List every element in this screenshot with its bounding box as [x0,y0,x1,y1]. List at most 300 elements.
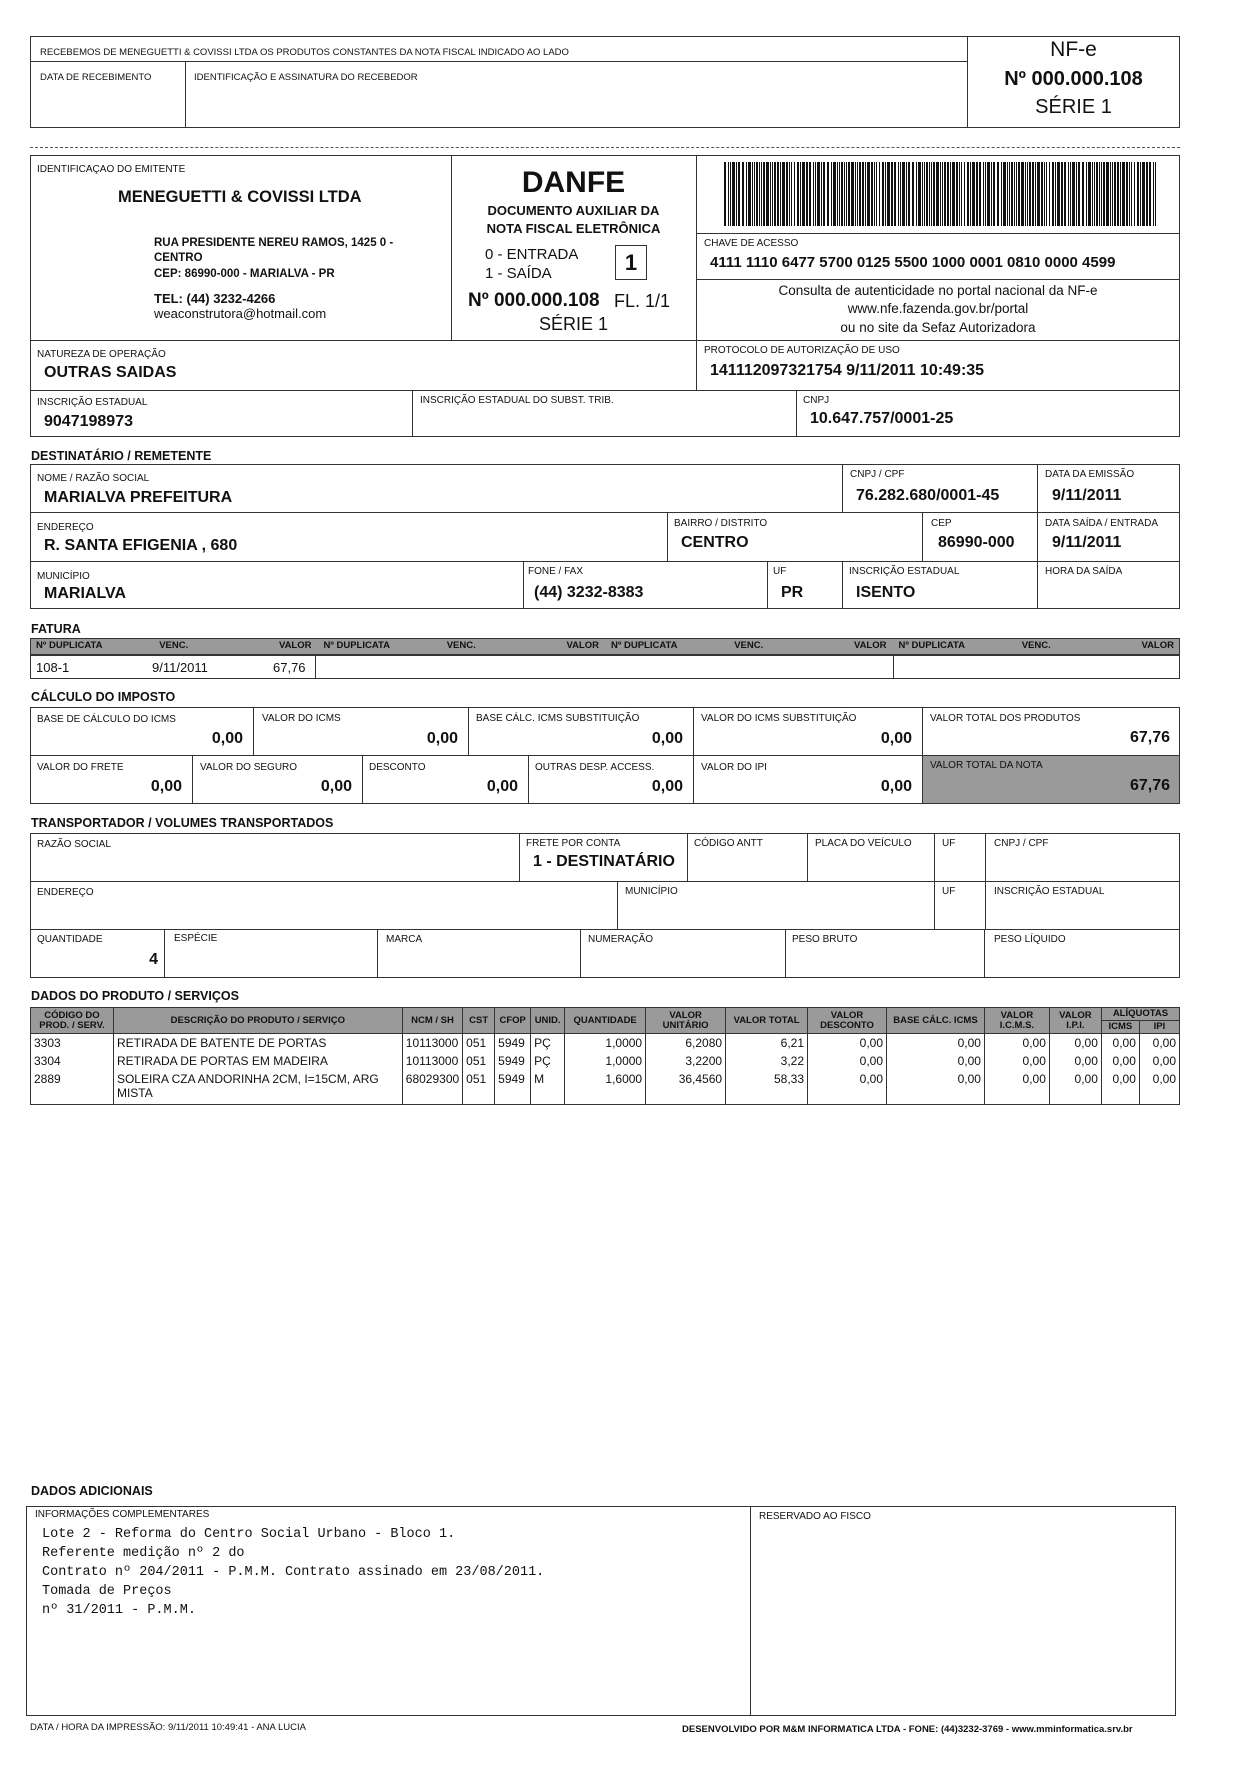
barcode-bar [837,162,838,226]
cell-unid: PÇ [531,1034,565,1053]
fatura-header-cell: VALOR [278,640,312,651]
total-nota-label: VALOR TOTAL DA NOTA [930,760,1043,771]
produtos-section: DADOS DO PRODUTO / SERVIÇOS [31,989,239,1003]
barcode-bar [1134,162,1135,226]
barcode-bar [1068,162,1069,226]
barcode-bar [806,162,808,226]
base-icms: 0,00 [211,730,243,747]
valor-st: 0,00 [880,730,912,747]
barcode-bar [1070,162,1071,226]
barcode-bar [933,162,935,226]
fatura-header-cell: VENC. [734,640,764,651]
receipt-number: Nº 000.000.108 [1004,68,1143,90]
barcode-bar [1057,162,1060,226]
danfe-sub2: NOTA FISCAL ELETRÔNICA [486,221,661,236]
barcode-bar [944,162,946,226]
barcode-bar [839,162,840,226]
barcode-bar [950,162,951,226]
outras: 0,00 [651,778,683,795]
dest-bairro-label: BAIRRO / DISTRITO [674,518,768,529]
cell-desc: 0,00 [808,1052,887,1070]
barcode-bar [1041,162,1043,226]
fatura-dup: 108-1 [36,660,70,675]
cnpj-value: 10.647.757/0001-25 [810,410,954,427]
natureza-value: OUTRAS SAIDAS [44,364,177,381]
cell-total: 58,33 [726,1070,808,1105]
dest-fone: (44) 3232-8383 [534,584,644,601]
barcode-bar [730,162,731,226]
cell-total: 3,22 [726,1052,808,1070]
fatura-header-cell: VALOR [853,640,887,651]
danfe-tipo-box: 1 [615,245,647,280]
barcode-bar [876,162,877,226]
cnpj-label: CNPJ [803,395,830,406]
barcode-bar [1021,162,1024,226]
fatura-header-cell: VENC. [446,640,476,651]
valor-icms: 0,00 [426,730,458,747]
total-nota: 67,76 [1129,777,1170,794]
dest-emissao-label: DATA DA EMISSÃO [1045,469,1135,480]
dest-saida-label: DATA SAÍDA / ENTRADA [1045,518,1158,529]
dest-saida: 9/11/2011 [1052,534,1122,551]
barcode-bar [1076,162,1077,226]
barcode-bar [742,162,744,226]
cell-ncm: 68029300 [402,1070,462,1105]
barcode-bar [916,162,917,226]
barcode-bar [1120,162,1121,226]
fatura-header-cell: Nº DUPLICATA [36,640,103,651]
emitente-addr2: CENTRO [154,252,203,264]
dest-endereco-label: ENDEREÇO [37,522,94,533]
dest-endereco: R. SANTA EFIGENIA , 680 [44,537,238,554]
barcode-bar [794,162,795,226]
barcode-bar [1014,162,1015,226]
produtos-table [30,1007,1180,1105]
barcode-bar [1049,162,1050,226]
barcode [724,162,1159,226]
barcode-bar [774,162,776,226]
col-aliq-icms: ICMS [1101,1021,1139,1034]
info-line: Referente medição nº 2 do [42,1546,245,1561]
cell-unid: M [531,1070,565,1105]
trans-frete-label: FRETE POR CONTA [526,838,621,849]
protocolo-label: PROTOCOLO DE AUTORIZAÇÃO DE USO [704,345,900,356]
barcode-bar [754,162,755,226]
barcode-bar [789,162,790,226]
barcode-bar [770,162,771,226]
barcode-bar [772,162,773,226]
fatura-header-cell: Nº DUPLICATA [898,640,965,651]
seguro-label: VALOR DO SEGURO [200,762,298,773]
imposto-section: CÁLCULO DO IMPOSTO [31,690,176,704]
cell-ncm: 10113000 [402,1034,462,1053]
barcode-bar [833,162,836,226]
barcode-bar [961,162,962,226]
danfe-serie: SÉRIE 1 [538,314,609,334]
barcode-bar [929,162,930,226]
barcode-bar [1103,162,1105,226]
dest-municipio: MARIALVA [44,585,127,602]
chave-label: CHAVE DE ACESSO [704,238,799,249]
cell-total: 6,21 [726,1034,808,1053]
barcode-bar [821,162,822,226]
barcode-bar [924,162,925,226]
col-total: VALOR TOTAL [726,1008,808,1034]
outras-label: OUTRAS DESP. ACCESS. [535,762,655,773]
barcode-bar [1101,162,1102,226]
dest-ie-label: INSCRIÇÃO ESTADUAL [849,566,960,577]
barcode-bar [756,162,758,226]
transporte-section: TRANSPORTADOR / VOLUMES TRANSPORTADOS [31,816,334,830]
col-vicms: VALOR I.C.M.S. [984,1008,1049,1034]
trans-especie-label: ESPÉCIE [174,933,218,944]
barcode-bar [738,162,740,226]
barcode-bar [983,162,984,226]
frete: 0,00 [150,778,182,795]
fatura-venc: 9/11/2011 [152,660,208,675]
receipt-sign-label: IDENTIFICAÇÃO E ASSINATURA DO RECEBEDOR [194,72,418,83]
emitente-name: MENEGUETTI & COVISSI LTDA [118,188,362,206]
barcode-bar [1078,162,1080,226]
barcode-bar [874,162,875,226]
barcode-bar [1025,162,1026,226]
barcode-bar [959,162,960,226]
cell-aicms: 0,00 [1101,1052,1139,1070]
fatura-header-cell: Nº DUPLICATA [611,640,678,651]
cell-qtd: 1,6000 [565,1070,646,1105]
barcode-bar [724,162,726,226]
fatura-header-cell: Nº DUPLICATA [323,640,390,651]
dest-bairro: CENTRO [681,534,749,551]
emitente-addr1: RUA PRESIDENTE NEREU RAMOS, 1425 0 - [154,237,394,249]
destinatario-section: DESTINATÁRIO / REMETENTE [31,449,212,463]
cell-vicms: 0,00 [984,1070,1049,1105]
table-row [31,1070,1180,1105]
valor-icms-label: VALOR DO ICMS [262,713,341,724]
trans-cnpj-label: CNPJ / CPF [994,838,1049,849]
barcode-bar [791,162,792,226]
fatura-header-cell: VALOR [1141,640,1174,651]
receipt-nfe: NF-e [1050,38,1097,61]
barcode-bar [912,162,914,226]
cell-base: 0,00 [887,1034,985,1053]
col-desconto: VALOR DESCONTO [808,1008,887,1034]
barcode-bar [1035,162,1036,226]
barcode-bar [931,162,932,226]
barcode-bar [1146,162,1148,226]
barcode-bar [848,162,850,226]
trans-uf-label: UF [942,838,956,849]
dest-emissao: 9/11/2011 [1052,487,1122,504]
base-icms-label: BASE DE CÁLCULO DO ICMS [37,714,176,725]
cell-base: 0,00 [887,1052,985,1070]
ie-st-label: INSCRIÇÃO ESTADUAL DO SUBST. TRIB. [420,395,614,406]
barcode-bar [1126,162,1128,226]
barcode-bar [894,162,896,226]
cell-descricao: SOLEIRA CZA ANDORINHA 2CM, I=15CM, ARG MISTA [113,1070,402,1105]
barcode-bar [823,162,825,226]
barcode-bar [887,162,890,226]
barcode-bar [956,162,958,226]
barcode-bar [1086,162,1087,226]
trans-qtd-label: QUANTIDADE [37,934,103,945]
col-qtd: QUANTIDADE [565,1008,646,1034]
dest-uf-label: UF [773,566,787,577]
barcode-bar [991,162,992,226]
dest-cnpj: 76.282.680/0001-45 [856,487,1000,504]
barcode-bar [1117,162,1119,226]
footer-impressao: DATA / HORA DA IMPRESSÃO: 9/11/2011 10:49:41 - ANA LUCIA [30,1722,306,1733]
fatura-header-cell: VALOR [566,640,599,651]
ipi-label: VALOR DO IPI [701,762,767,773]
barcode-bar [862,162,864,226]
barcode-bar [797,162,799,226]
barcode-bar [972,162,975,226]
barcode-bar [844,162,845,226]
emitente-cep: CEP: 86990-000 - MARIALVA - PR [154,268,335,280]
barcode-bar [809,162,811,226]
barcode-bar [1032,162,1034,226]
barcode-bar [1072,162,1075,226]
barcode-bar [1096,162,1098,226]
barcode-bar [1007,162,1008,226]
trans-municipio-label: MUNICÍPIO [625,886,678,897]
fisco-label: RESERVADO AO FISCO [759,1511,871,1522]
col-aliquotas: ALÍQUOTAS [1101,1008,1179,1021]
barcode-bar [1046,162,1047,226]
valor-st-label: VALOR DO ICMS SUBSTITUIÇÃO [701,713,857,724]
barcode-bar [987,162,990,226]
cell-cst: 051 [463,1070,495,1105]
trans-liquido-label: PESO LÍQUIDO [994,934,1066,945]
consulta-line2: www.nfe.fazenda.gov.br/portal [847,301,1029,316]
info-text [42,1525,544,1620]
cell-unit: 36,4560 [646,1070,726,1105]
barcode-bar [851,162,854,226]
cell-codigo: 3303 [31,1034,114,1053]
barcode-bar [817,162,820,226]
ipi: 0,00 [880,778,912,795]
info-line: nº 31/2011 - P.M.M. [42,1603,196,1618]
cell-base: 0,00 [887,1070,985,1105]
cell-aipi: 0,00 [1139,1070,1179,1105]
fatura-valor: 67,76 [273,660,306,675]
col-vipi: VALOR I.P.I. [1049,1008,1101,1034]
cell-vipi: 0,00 [1049,1052,1101,1070]
fatura-header-cell: VENC. [1021,640,1051,651]
barcode-bar [952,162,955,226]
cell-cfop: 5949 [495,1070,531,1105]
trans-antt-label: CÓDIGO ANTT [694,838,763,849]
cut-line [30,147,1180,148]
consulta-line3: ou no site da Sefaz Autorizadora [840,320,1036,335]
barcode-bar [1137,162,1139,226]
barcode-bar [1094,162,1095,226]
cell-vipi: 0,00 [1049,1070,1101,1105]
barcode-bar [871,162,873,226]
barcode-bar [732,162,735,226]
barcode-bar [979,162,981,226]
frete-label: VALOR DO FRETE [37,762,124,773]
cell-cfop: 5949 [495,1034,531,1053]
trans-bruto-label: PESO BRUTO [792,934,858,945]
total-prod: 67,76 [1129,729,1170,746]
barcode-bar [1149,162,1151,226]
cell-codigo: 2889 [31,1070,114,1105]
info-line: Tomada de Preços [42,1584,172,1599]
barcode-bar [1055,162,1056,226]
barcode-bar [867,162,870,226]
barcode-bar [891,162,893,226]
trans-endereco-label: ENDEREÇO [37,887,94,898]
barcode-bar [879,162,880,226]
barcode-bar [815,162,816,226]
col-cst: CST [463,1008,495,1034]
danfe-number: Nº 000.000.108 [468,290,600,311]
receipt-header: RECEBEMOS DE MENEGUETTI & COVISSI LTDA OS PRODUTOS CONSTANTES DA NOTA FISCAL INDICADO AO LADO [40,47,569,58]
cell-vicms: 0,00 [984,1052,1049,1070]
cell-cst: 051 [463,1052,495,1070]
dest-nome-label: NOME / RAZÃO SOCIAL [37,473,150,484]
desconto-label: DESCONTO [369,762,426,773]
barcode-bar [728,162,729,226]
barcode-bar [1061,162,1063,226]
cell-aicms: 0,00 [1101,1070,1139,1105]
barcode-bar [908,162,910,226]
barcode-bar [1082,162,1084,226]
barcode-bar [752,162,753,226]
barcode-bar [1088,162,1091,226]
cell-aipi: 0,00 [1139,1052,1179,1070]
adicionais-section: DADOS ADICIONAIS [31,1484,153,1498]
barcode-bar [1029,162,1031,226]
barcode-bar [813,162,814,226]
base-st: 0,00 [651,730,683,747]
natureza-label: NATUREZA DE OPERAÇÃO [37,349,166,360]
barcode-bar [918,162,921,226]
ie-label: INSCRIÇÃO ESTADUAL [37,397,148,408]
trans-qtd: 4 [149,951,158,968]
barcode-bar [906,162,907,226]
barcode-bar [1131,162,1132,226]
cell-aipi: 0,00 [1139,1034,1179,1053]
barcode-bar [855,162,856,226]
barcode-bar [786,162,788,226]
barcode-bar [736,162,737,226]
barcode-bar [777,162,779,226]
dest-cep: 86990-000 [938,534,1015,551]
barcode-bar [1044,162,1045,226]
barcode-bar [782,162,785,226]
barcode-bar [993,162,995,226]
barcode-bar [802,162,805,226]
barcode-bar [831,162,832,226]
barcode-bar [1140,162,1141,226]
barcode-bar [1110,162,1111,226]
trans-razao-label: RAZÃO SOCIAL [37,839,111,850]
barcode-bar [1122,162,1125,226]
danfe-entrada: 0 - ENTRADA [485,246,579,263]
barcode-bar [800,162,801,226]
barcode-bar [1099,162,1100,226]
barcode-bar [1027,162,1028,226]
cell-vicms: 0,00 [984,1034,1049,1053]
barcode-bar [1018,162,1020,226]
barcode-bar [748,162,751,226]
dest-cnpj-label: CNPJ / CPF [850,469,905,480]
barcode-bar [926,162,928,226]
trans-ie-label: INSCRIÇÃO ESTADUAL [994,886,1105,897]
cell-vipi: 0,00 [1049,1034,1101,1053]
barcode-bar [759,162,760,226]
cell-cst: 051 [463,1034,495,1053]
cell-qtd: 1,0000 [565,1034,646,1053]
barcode-bar [1155,162,1156,226]
barcode-bar [885,162,886,226]
barcode-bar [857,162,858,226]
barcode-bar [1142,162,1145,226]
consulta-line1: Consulta de autenticidade no portal nacional da NF-e [778,283,1098,298]
trans-frete: 1 - DESTINATÁRIO [533,853,675,870]
danfe-saida: 1 - SAÍDA [485,265,552,282]
barcode-bar [1052,162,1054,226]
receipt-date-label: DATA DE RECEBIMENTO [40,72,152,83]
dest-hora-label: HORA DA SAÍDA [1045,566,1123,577]
barcode-bar [780,162,781,226]
barcode-bar [1064,162,1066,226]
barcode-bar [1129,162,1130,226]
col-codigo: CÓDIGO DO PROD. / SERV. [31,1008,114,1034]
barcode-bar [922,162,923,226]
trans-numeracao-label: NUMERAÇÃO [588,934,654,945]
col-cfop: CFOP [495,1008,531,1034]
chave-value: 4111 1110 6477 5700 0125 5500 1000 0001 0810 0000 4599 [710,254,1116,271]
dest-fone-label: FONE / FAX [528,566,584,577]
cell-qtd: 1,0000 [565,1052,646,1070]
barcode-bar [1037,162,1040,226]
dest-ie: ISENTO [856,584,916,601]
barcode-bar [882,162,884,226]
dest-uf: PR [781,584,804,601]
cell-ncm: 10113000 [402,1052,462,1070]
barcode-bar [964,162,965,226]
barcode-bar [1106,162,1109,226]
barcode-bar [942,162,943,226]
col-aliq-ipi: IPI [1139,1021,1179,1034]
seguro: 0,00 [320,778,352,795]
emitente-email: weaconstrutora@hotmail.com [154,306,327,321]
cell-descricao: RETIRADA DE BATENTE DE PORTAS [113,1034,402,1053]
barcode-bar [763,162,765,226]
col-unit: VALOR UNITÁRIO [646,1008,726,1034]
barcode-bar [902,162,905,226]
receipt-serie: SÉRIE 1 [1035,96,1112,118]
col-ncm: NCM / SH [402,1008,462,1034]
barcode-bar [865,162,866,226]
barcode-bar [900,162,901,226]
info-line: Lote 2 - Reforma do Centro Social Urbano - Bloco 1. [42,1527,456,1542]
cell-unit: 3,2200 [646,1052,726,1070]
danfe-folha: FL. 1/1 [614,291,671,311]
col-base: BASE CÁLC. ICMS [887,1008,985,1034]
trans-placa-label: PLACA DO VEÍCULO [815,838,912,849]
table-row [31,1052,1180,1070]
info-label: INFORMAÇÕES COMPLEMENTARES [35,1509,210,1520]
danfe-title: DANFE [521,166,626,199]
barcode-bar [766,162,769,226]
barcode-bar [1003,162,1006,226]
barcode-bar [967,162,969,226]
